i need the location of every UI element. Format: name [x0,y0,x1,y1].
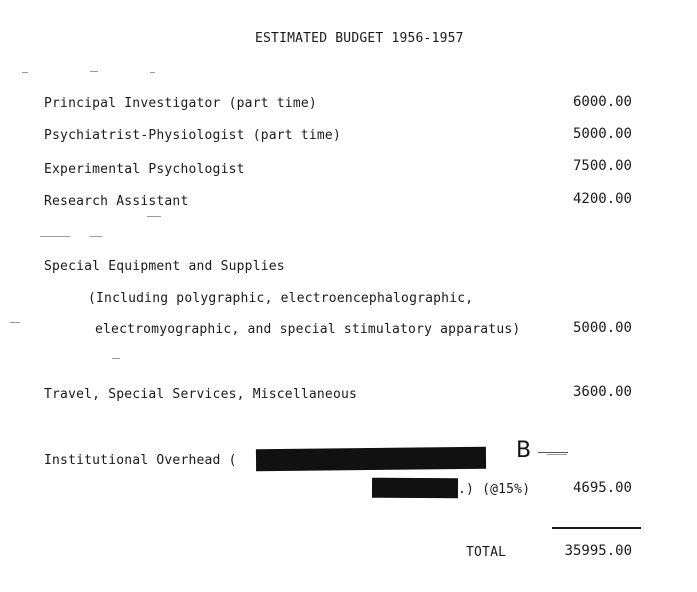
scan-speck [150,72,155,73]
line-item-label: Principal Investigator (part time) [44,96,317,111]
equipment-label: Special Equipment and Supplies [44,259,285,274]
line-item-amount: 6000.00 [572,94,632,110]
total-label: TOTAL [466,545,507,560]
overhead-amount: 4695.00 [572,480,632,496]
total-rule [552,527,641,529]
handwritten-mark: B [516,438,532,463]
line-item-label: Experimental Psychologist [44,162,245,177]
redaction-bar [372,478,458,499]
scan-speck [10,322,20,323]
travel-label: Travel, Special Services, Miscellaneous [44,387,358,402]
scan-speck [22,72,28,73]
scan-speck [547,454,567,455]
travel-amount: 3600.00 [572,384,632,400]
equipment-amount: 5000.00 [572,320,632,336]
scan-speck [112,358,120,359]
line-item-label: Research Assistant [44,194,189,209]
line-item-amount: 7500.00 [572,158,632,174]
overhead-rate: .) (@15%) [458,482,531,497]
equipment-detail-line1: (Including polygraphic, electroencephalographic, [88,291,474,306]
overhead-label: Institutional Overhead ( [44,453,237,468]
line-item-amount: 5000.00 [572,126,632,142]
total-amount: 35995.00 [564,543,632,559]
line-item-amount: 4200.00 [572,191,632,207]
scan-speck [40,236,70,237]
page-title: ESTIMATED BUDGET 1956-1957 [255,31,464,46]
scan-speck [90,71,98,72]
equipment-detail-line2: electromyographic, and special stimulatory apparatus) [95,322,521,337]
scan-speck [147,216,161,217]
redaction-bar [256,447,486,471]
line-item-label: Psychiatrist-Physiologist (part time) [44,128,341,143]
scan-speck [90,236,102,237]
handwritten-dash [538,452,568,453]
